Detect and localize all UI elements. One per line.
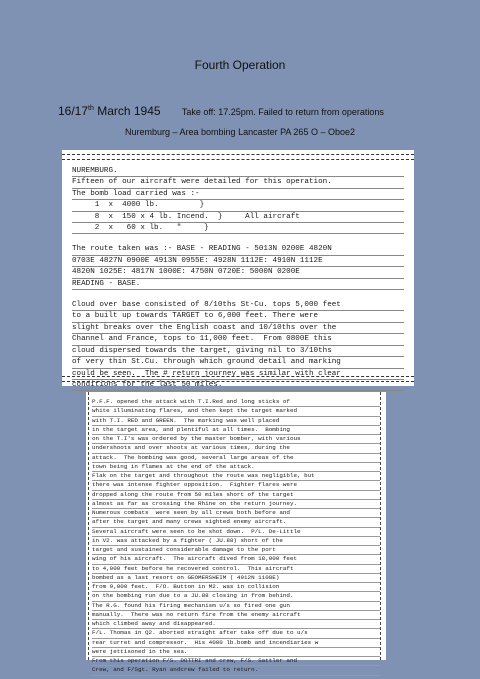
doc1-text [72,166,404,391]
typed-line: The bomb load carried was :- [72,189,404,200]
target-line: Nuremburg – Area bombing Lancaster PA 265 O – Oboe2 [125,127,355,137]
paragraph-gap [72,290,404,300]
doc2-text [92,398,380,676]
typed-line: Flak on the target and throughout the route was negligible, but [92,472,380,481]
date-month-year: March 1945 [93,104,161,118]
date-day: 16/17 [58,104,89,118]
typed-line: NUREMBURG. [72,166,404,177]
typed-line: target and sustained considerable damage to the port [92,546,380,555]
typed-line: with T.I. RED and GREEN. The marking was well placed [92,417,380,426]
typed-line: undershoots and over shoots at various times, during the [92,444,380,453]
typed-line: on the T.I's was ordered by the master bomber, with various [92,435,380,444]
perforated-edge-top [62,154,414,160]
typed-line: Several aircraft were seen to be shot down. P/L. De-Little [92,528,380,537]
typed-line: Crew, and F/Sgt. Ryan andcrew failed to return. [92,666,380,675]
typed-line: 4820N 1025E: 4817N 1000E: 4750N 0720E: 5000N 0200E [72,267,404,278]
typed-line: READING - BASE. [72,279,404,290]
perforated-edge-bottom [62,376,414,382]
typed-line: wing of his aircraft. The aircraft dived from 18,000 feet [92,555,380,564]
typed-line: F/L. Thomas in Q2. aborted straight after take off due to u/s [92,629,380,638]
typed-line: there was intense fighter opposition. Fighter flares were [92,481,380,490]
typed-line: From this operation F/S. DOTTRI and crew, F/S. Sattler and [92,657,380,666]
typed-line: The R.G. found his firing mechanism u/s so fired one gun [92,602,380,611]
operations-record-excerpt-1 [62,150,414,389]
typed-line: were jettisoned in the sea. [92,648,380,657]
typed-line: on the bombing run due to a JU.88 closing in from behind. [92,592,380,601]
perforated-edge-left [88,392,92,660]
typed-line: Cloud over base consisted of 8/10ths St-Cu. tops 5,000 feet [72,300,404,311]
typed-line: P.F.F. opened the attack with T.I.Red and long sticks of [92,398,380,407]
paragraph-gap [72,234,404,244]
typed-line: of very thin St.Cu. through which ground detail and marking [72,357,404,368]
typed-line: rear turret and compressor. His 4000 lb.bomb and incendiaries w [92,639,380,648]
typed-line: attack. The bombing was good, several large areas of the [92,454,380,463]
typed-line: manually. There was no return fire from the enemy aircraft [92,611,380,620]
operations-record-excerpt-2 [86,392,386,674]
typed-line: slight breaks over the English coast and 10/10ths over the [72,323,404,334]
typed-line: almost as far as crossing the Rhine on the return journey. [92,500,380,509]
typed-line: could be seen. The # return journey was similar with clear [72,369,404,380]
typed-line: 8 x 150 x 4 lb. Incend. } All aircraft [72,212,404,223]
typed-line: conditions for the last 50 miles. [72,380,404,391]
typed-line: Numerous combats were seen by all crews both before and [92,509,380,518]
typed-line: white illuminating flares, and then kept the target marked [92,407,380,416]
date-suffix: th [88,105,94,112]
typed-line: after the target and many crews sighted enemy aircraft. [92,518,380,527]
page-title: Fourth Operation [194,58,286,72]
takeoff-info: Take off: 17.25pm. Failed to return from operations [181,107,384,117]
typed-line: 0703E 4827N 0900E 4913N 0955E: 4928N 1112E: 4910N 1112E [72,256,404,267]
typed-line: in V2. was attacked by a fighter ( JU.88) short of the [92,537,380,546]
typed-line: Fifteen of our aircraft were detailed for this operation. [72,177,404,188]
operation-date [58,104,161,118]
typed-line: dropped along the route from 50 miles short of the target [92,491,380,500]
typed-line: in the target area, and plentiful at all times. Bombing [92,426,380,435]
operation-date-line [58,104,458,118]
typed-line: The route taken was :- BASE - READING - 5013N 0200E 4820N [72,244,404,255]
typed-line: Channel and France, tops to 11,000 feet. From 0800E this [72,334,404,345]
typed-line: 1 x 4000 lb. } [72,200,404,211]
typed-line: from 9,000 feet. F/O. Button in M2. was in collision [92,583,380,592]
typed-line: to a built up towards TARGET to 6,000 feet. There were [72,311,404,322]
typed-line: bombed as a last resort on GEOMERSHEIM ( 4912N 1108E) [92,574,380,583]
perforated-edge-right [380,392,384,660]
typed-line: town being in flames at the end of the attack. [92,463,380,472]
typed-line: to 4,000 feet before he recovered control. This aircraft [92,565,380,574]
typed-line: 2 x 60 x lb. " } [72,223,404,234]
typed-line: cloud dispersed towards the target, giving nil to 3/10ths [72,346,404,357]
typed-line: which climbed away and disappeared. [92,620,380,629]
